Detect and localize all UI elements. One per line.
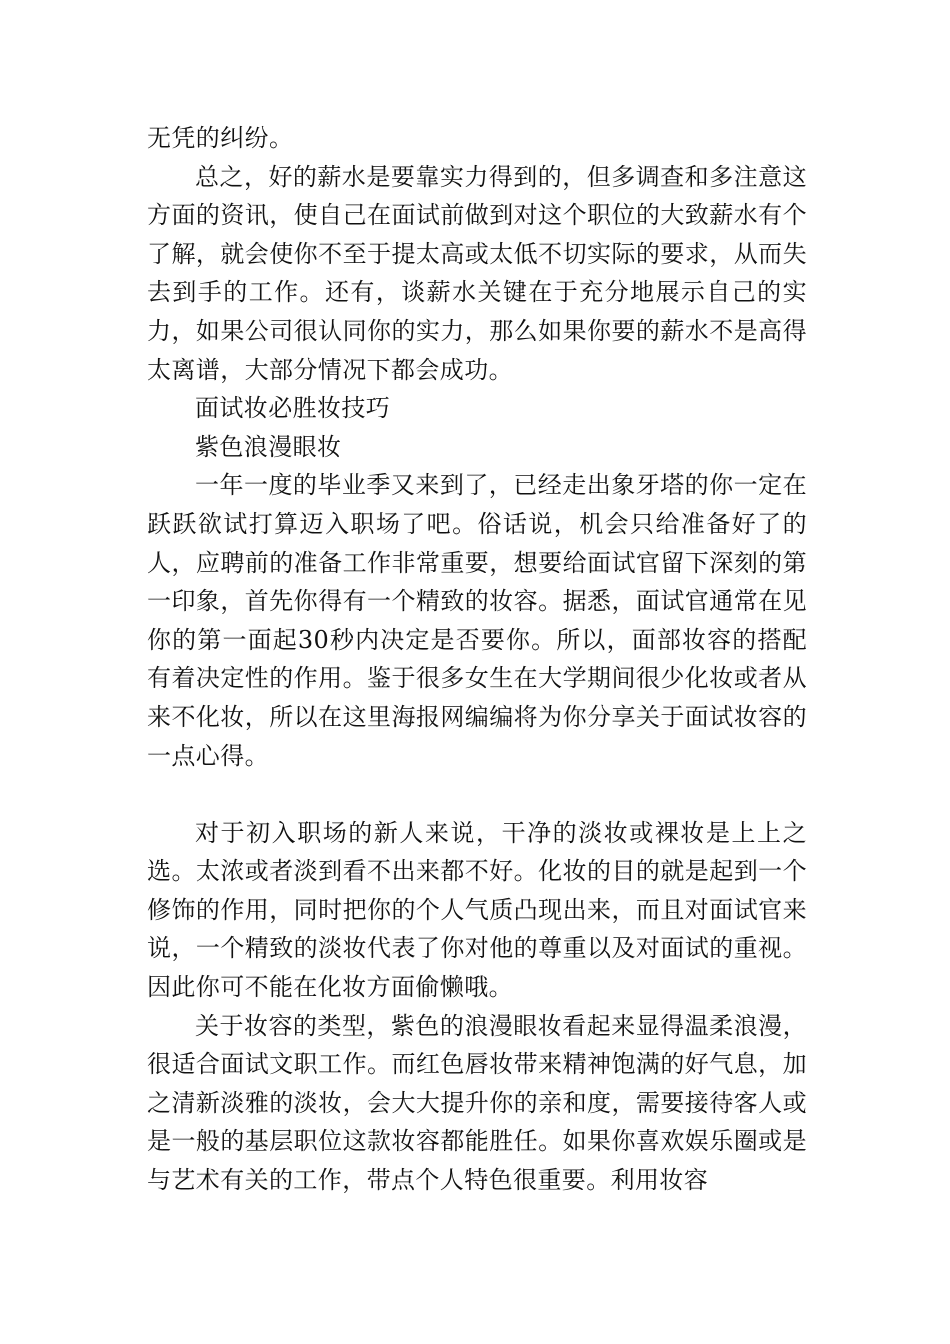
- section-heading-interview-makeup: 面试妆必胜妆技巧: [195, 394, 391, 423]
- paragraph-light-makeup: 对于初入职场的新人来说，干净的淡妆或裸妆是上上之选。太浓或者淡到看不出来都不好。化妆的目的就是起到一个修饰的作用，同时把你的个人气质凸现出来，而且对面试官来说，一个精致的淡妆代表了你对他的尊重以及对面试的重视。因此你可不能在化妆方面偷懒哦。: [147, 818, 807, 1002]
- paragraph-graduation-intro: 一年一度的毕业季又来到了，已经走出象牙塔的你一定在跃跃欲试打算迈入职场了吧。俗话说，机会只给准备好了的人，应聘前的准备工作非常重要，想要给面试官留下深刻的第一印象，首先你得有一个精致的妆容。据悉，面试官通常在见你的第一面起30秒内决定是否要你。所以，面部妆容的搭配有着决定性的作用。鉴于很多女生在大学期间很少化妆或者从来不化妆，所以在这里海报网编编将为你分享关于面试妆容的一点心得。: [147, 471, 807, 770]
- document-body: [147, 119, 807, 1200]
- paragraph-continuation: 无凭的纠纷。: [147, 124, 294, 152]
- paragraph-makeup-types: 关于妆容的类型，紫色的浪漫眼妆看起来显得温柔浪漫，很适合面试文职工作。而红色唇妆带来精神饱满的好气息，加之清新淡雅的淡妆，会大大提升你的亲和度，需要接待客人或是一般的基层职位这款妆容都能胜任。如果你喜欢娱乐圈或是与艺术有关的工作，带点个人特色很重要。利用妆容: [147, 1011, 807, 1195]
- paragraph-spacer: [147, 775, 807, 814]
- section-subheading-purple-eye-makeup: 紫色浪漫眼妆: [195, 432, 342, 461]
- paragraph-salary-summary: 总之，好的薪水是要靠实力得到的，但多调查和多注意这方面的资讯，使自己在面试前做到对这个职位的大致薪水有个了解，就会使你不至于提太高或太低不切实际的要求，从而失去到手的工作。还有，谈薪水关键在于充分地展示自己的实力，如果公司很认同你的实力，那么如果你要的薪水不是高得太离谱，大部分情况下都会成功。: [147, 162, 807, 384]
